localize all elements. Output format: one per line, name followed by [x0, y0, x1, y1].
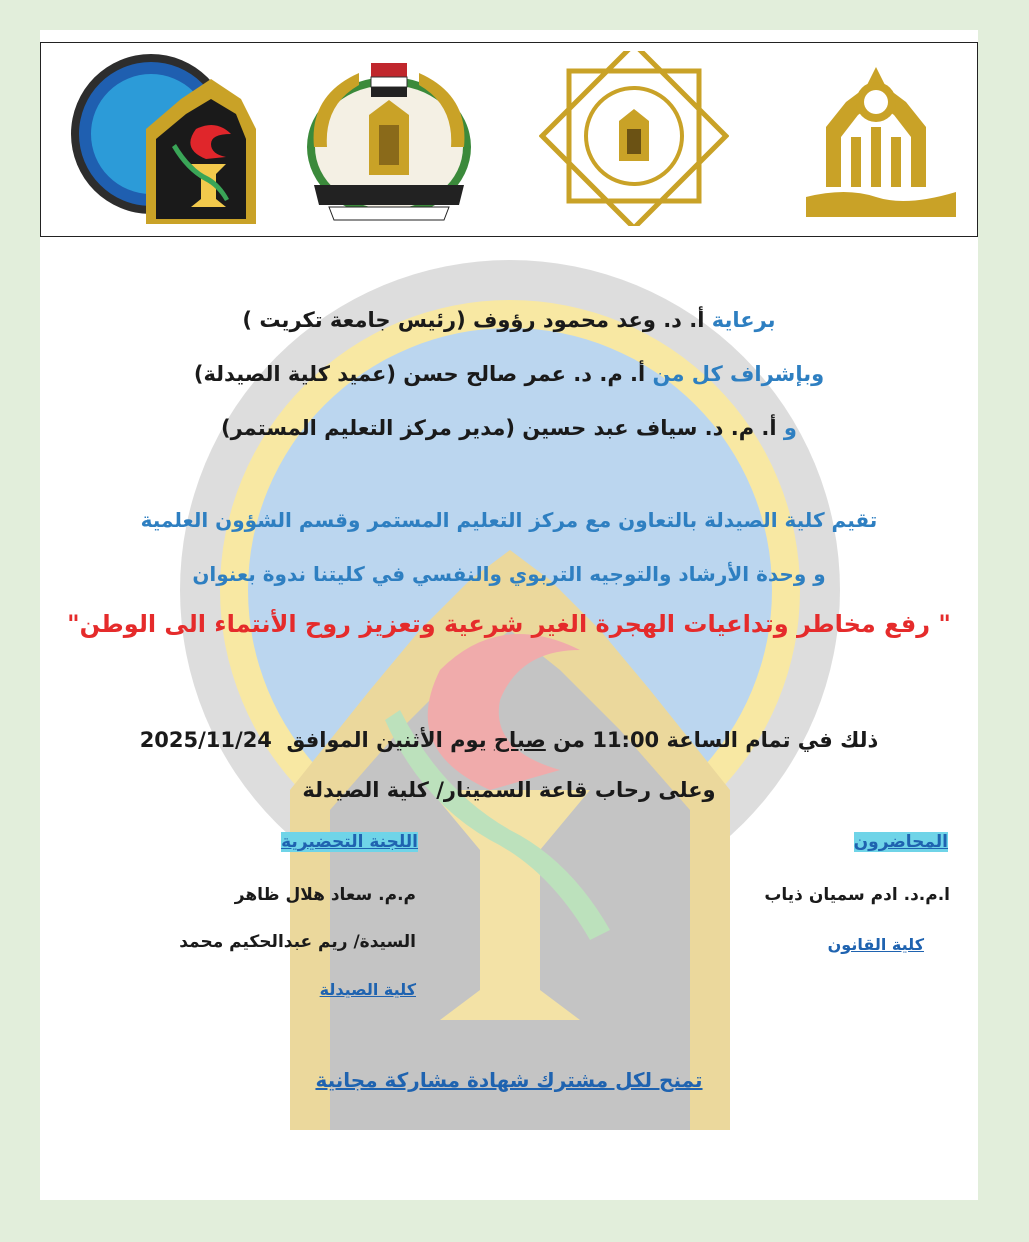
- schedule-line: [40, 728, 978, 752]
- seminar-title: " رفع مخاطر وتداعيات الهجرة الغير شرعية وتعزيز روح الأنتماء الى الوطن": [67, 610, 951, 638]
- schedule-date: 2025/11/24: [139, 728, 272, 752]
- certificate-note-text: تمنح لكل مشترك شهادة مشاركة مجانية: [315, 1068, 703, 1092]
- sponsor-prefix: برعاية: [711, 308, 776, 332]
- sponsor-president-text: أ. د. وعد محمود رؤوف (رئيس جامعة تكريت ): [242, 308, 705, 332]
- lecturers-heading-label: المحاضرون: [853, 832, 948, 852]
- supervision-dean-text: أ. م. د. عمر صالح حسن (عميد كلية الصيدلة): [193, 362, 646, 386]
- and-prefix: و: [783, 416, 797, 440]
- committee-member-1: م.م. سعاد هلال ظاهر: [234, 885, 416, 905]
- lecturer-college: كلية القانون: [827, 935, 924, 954]
- schedule-morning-text: صباح: [493, 728, 546, 752]
- intro-line-1: تقيم كلية الصيدلة بالتعاون مع مركز التعليم المستمر وقسم الشؤون العلمية: [140, 508, 878, 532]
- tikrit-university-logo: [786, 47, 966, 227]
- university-star-logo: [539, 51, 729, 226]
- lecturers-heading: [854, 832, 948, 852]
- schedule-time-text: ذلك في تمام الساعة 11:00 من: [553, 728, 879, 752]
- supervision-director-text: أ. م. د. سياف عبد حسين (مدير مركز التعليم المستمر): [221, 416, 777, 440]
- invitation-sheet: [40, 30, 978, 1200]
- logos-banner: [40, 42, 978, 237]
- committee-heading: [281, 832, 418, 852]
- schedule-day-text: يوم الأثنين الموافق: [286, 728, 487, 752]
- intro-line-2: و وحدة الأرشاد والتوجيه التربوي والنفسي في كليتنا ندوة بعنوان: [192, 562, 826, 586]
- sponsor-line-director: [40, 416, 978, 440]
- pharmacy-college-logo: [61, 49, 261, 229]
- sponsor-line-president: [40, 308, 978, 332]
- lecturer-name: ا.م.د. ادم سميان ذياب: [764, 885, 950, 905]
- committee-college: كلية الصيدلة: [319, 980, 416, 999]
- venue-line: وعلى رحاب قاعة السمينار/ كلية الصيدلة: [302, 778, 716, 802]
- continuing-education-center-logo: [299, 55, 479, 230]
- committee-member-2: السيدة/ ريم عبدالحكيم محمد: [179, 932, 416, 952]
- committee-heading-label: اللجنة التحضيرية: [281, 832, 418, 852]
- sponsor-line-dean: [40, 362, 978, 386]
- supervision-prefix: وبإشراف كل من: [652, 362, 825, 386]
- certificate-note: [40, 1068, 978, 1092]
